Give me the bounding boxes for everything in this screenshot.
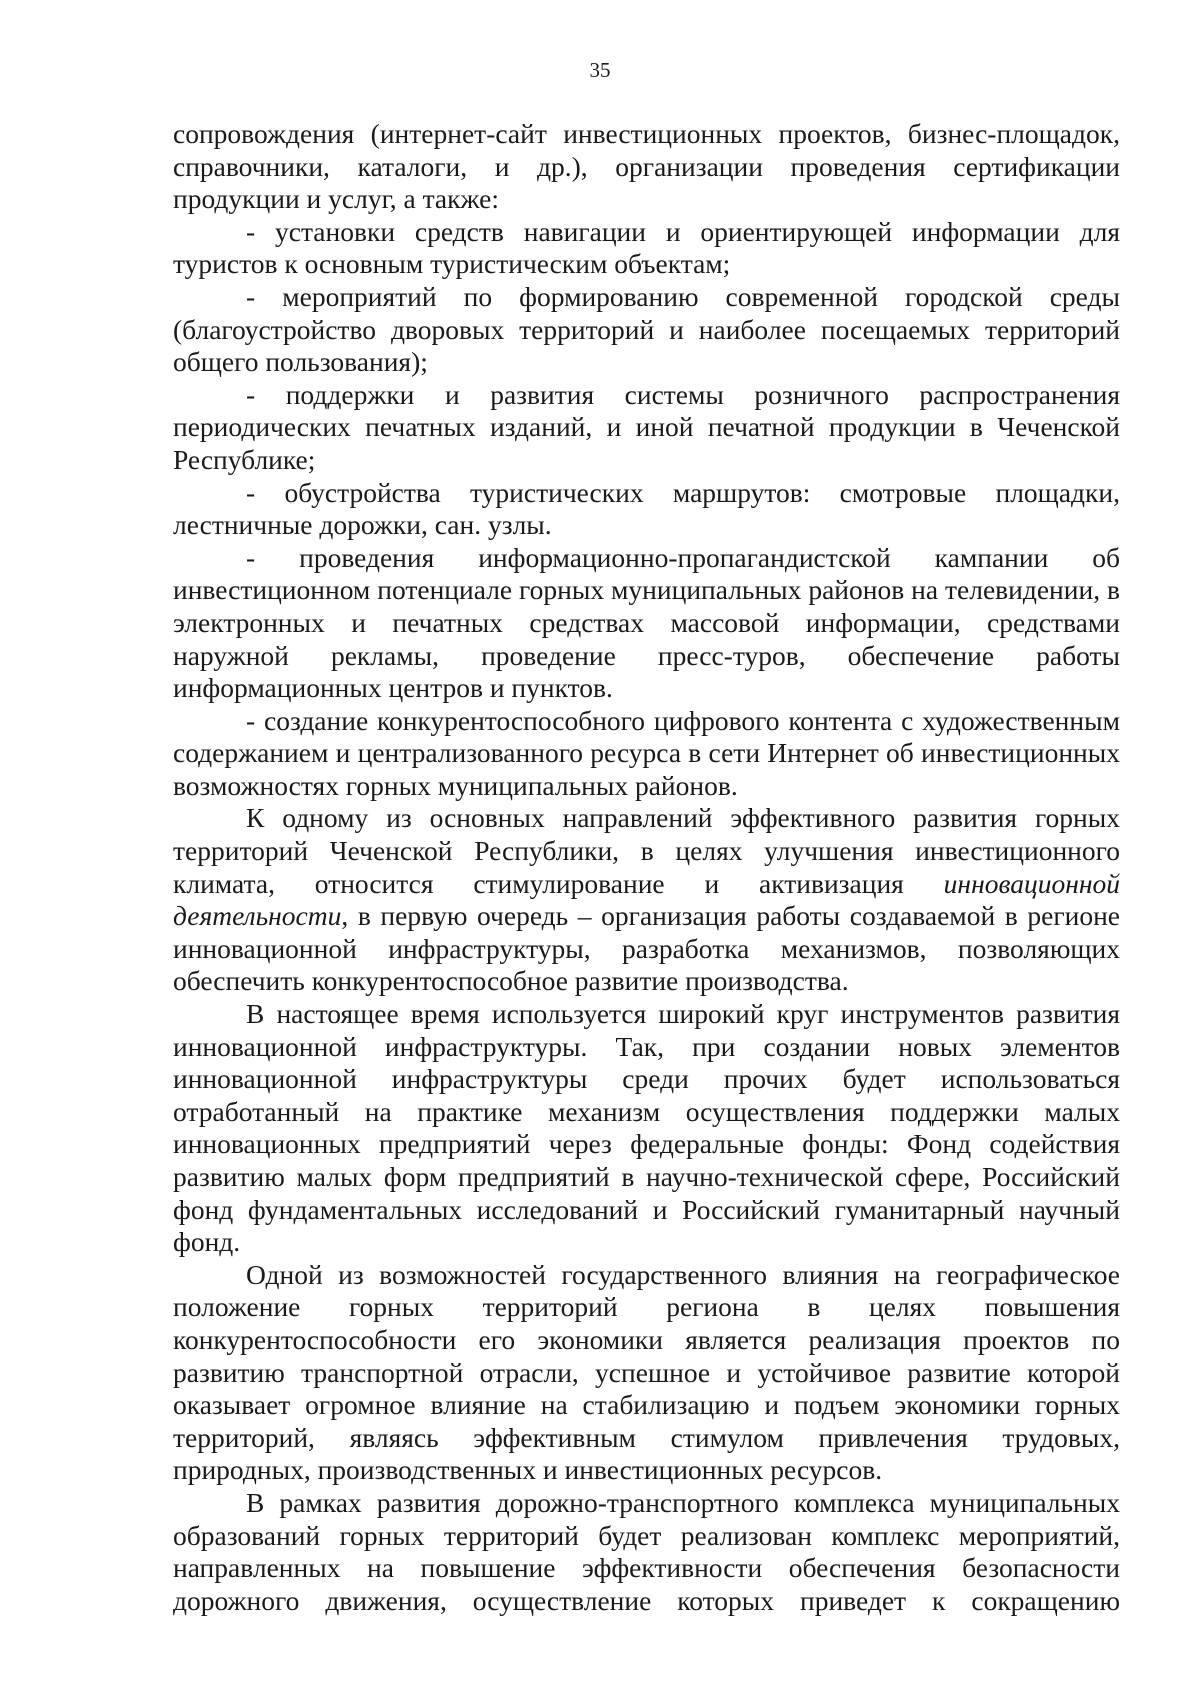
paragraph-innovation-infrastructure: В настоящее время используется широкий круг инструментов развития инновационной инфраструктуры. Так, при создании новых элементов инновационной инфраструктуры среди прочих будет использоваться отработанный на практике механизм осуществления поддержки малых инновационных предприятий через федеральные фонды: Фонд содействия развитию малых форм предприятий в научно-технической сфере, Российский фонд фундаментальных исследований и Российский гуманитарный научный фонд.: [173, 998, 1120, 1258]
list-item-information-campaign: - проведения информационно-пропагандистской кампании об инвестиционном потенциале горных муниципальных районов на телевидении, в электронных и печатных средствах массовой информации, средствами наружной рекламы, проведение пресс-туров, обеспечение работы информационных центров и пунктов.: [173, 541, 1120, 704]
paragraph-continuation: сопровождения (интернет-сайт инвестиционных проектов, бизнес-площадок, справочники, каталоги, и др.), организации проведения сертификации продукции и услуг, а также:: [173, 118, 1120, 215]
paragraph-innovation-emphasis: инновационной деятельности: [173, 867, 1120, 932]
paragraph-innovation: [173, 802, 1120, 998]
list-item-urban-environment: - мероприятий по формированию современной городской среды (благоустройство дворовых территорий и наиболее посещаемых территорий общего пользования);: [173, 280, 1120, 378]
list-item-digital-content: - создание конкурентоспособного цифрового контента с художественным содержанием и централизованного ресурса в сети Интернет об инвестиционных возможностях горных муниципальных районов.: [173, 704, 1120, 801]
paragraph-innovation-after: , в первую очередь – организация работы создаваемой в регионе инновационной инфраструктуры, разработка механизмов, позволяющих обеспечить конкурентоспособное развитие производства.: [173, 900, 1120, 997]
page-number: 35: [589, 58, 611, 82]
paragraph-innovation-before: К одному из основных направлений эффективного развития горных территорий Чеченской Республики, в целях улучшения инвестиционного климата, относится стимулирование и активизация: [173, 802, 1120, 899]
paragraph-transport-influence: Одной из возможностей государственного влияния на географическое положение горных территорий региона в целях повышения конкурентоспособности его экономики является реализация проектов по развитию транспортной отрасли, успешное и устойчивое развитие которой оказывает огромное влияние на стабилизацию и подъем экономики горных территорий, являясь эффективным стимулом привлечения трудовых, природных, производственных и инвестиционных ресурсов.: [173, 1258, 1120, 1486]
document-body: [173, 118, 1120, 1617]
list-item-navigation: - установки средств навигации и ориентирующей информации для туристов к основным туристическим объектам;: [173, 215, 1120, 280]
paragraph-road-transport: В рамках развития дорожно-транспортного комплекса муниципальных образований горных территорий будет реализован комплекс мероприятий, направленных на повышение эффективности обеспечения безопасности дорожного движения, осуществление которых приведет к сокращению: [173, 1486, 1120, 1616]
list-item-print-distribution: - поддержки и развития системы розничного распространения периодических печатных изданий, и иной печатной продукции в Чеченской Республике;: [173, 378, 1120, 475]
list-item-tourist-routes: - обустройства туристических маршрутов: смотровые площадки, лестничные дорожки, сан. узлы.: [173, 476, 1120, 541]
